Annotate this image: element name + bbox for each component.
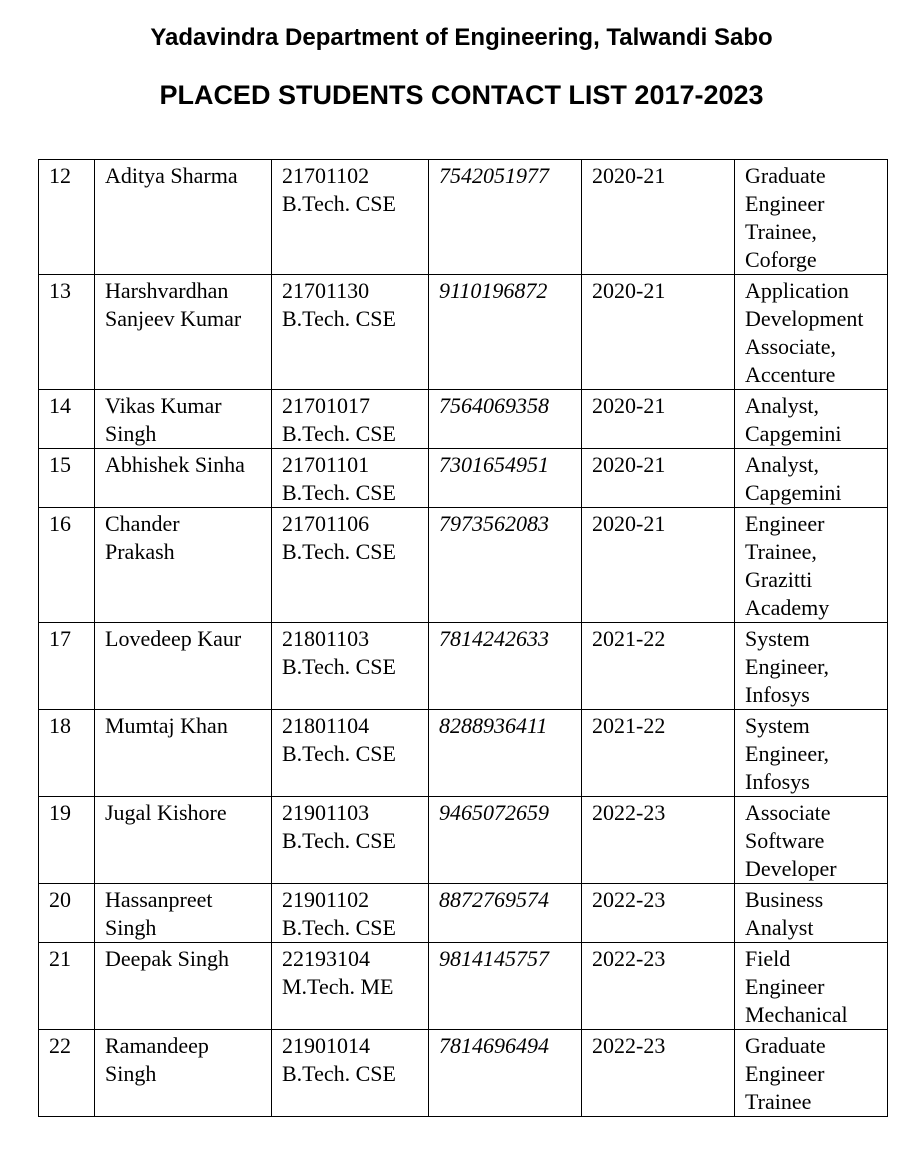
phone-number-cell — [429, 275, 582, 390]
student-name-cell — [95, 449, 272, 508]
placement-cell-text: Engineer — [745, 1061, 825, 1086]
placement-cell-text: Infosys — [745, 769, 810, 794]
serial-number-cell — [39, 160, 95, 275]
list-title: PLACED STUDENTS CONTACT LIST 2017-2023 — [159, 80, 764, 110]
placement-cell — [735, 797, 888, 884]
student-name-cell — [95, 710, 272, 797]
phone-number-cell — [429, 508, 582, 623]
phone-number-cell — [429, 884, 582, 943]
serial-number-cell-text: 14 — [49, 393, 71, 418]
roll-number-cell-text: 21901103 — [282, 800, 370, 825]
placement-cell-text: Development — [745, 306, 864, 331]
phone-number-cell — [429, 390, 582, 449]
placement-cell — [735, 160, 888, 275]
roll-number-cell — [272, 449, 429, 508]
table-body — [39, 160, 888, 1117]
phone-number-cell-text: 7814242633 — [439, 626, 549, 651]
student-name-cell-text: Aditya Sharma — [105, 163, 238, 188]
table-row — [39, 449, 888, 508]
session-cell — [582, 710, 735, 797]
roll-number-cell — [272, 710, 429, 797]
roll-number-cell-text: 21801103 — [282, 626, 370, 651]
placement-cell-text: Business — [745, 887, 824, 912]
phone-number-cell-text: 7301654951 — [439, 452, 549, 477]
student-name-cell-text: Sanjeev Kumar — [105, 306, 242, 331]
session-cell — [582, 508, 735, 623]
placement-cell-text: Analyst, — [745, 393, 819, 418]
serial-number-cell — [39, 710, 95, 797]
session-cell-text: 2020-21 — [592, 393, 666, 418]
student-name-cell-text: Mumtaj Khan — [105, 713, 228, 738]
roll-number-cell-text: M.Tech. ME — [282, 974, 394, 999]
placement-cell-text: System — [745, 626, 810, 651]
phone-number-cell-text: 7973562083 — [439, 511, 549, 536]
placement-cell-text: Trainee, — [745, 219, 817, 244]
roll-number-cell — [272, 797, 429, 884]
placement-cell-text: Trainee — [745, 1089, 812, 1114]
session-cell — [582, 275, 735, 390]
student-name-cell-text: Harshvardhan — [105, 278, 229, 303]
serial-number-cell-text: 13 — [49, 278, 71, 303]
roll-number-cell-text: 21701130 — [282, 278, 370, 303]
roll-number-cell-text: B.Tech. CSE — [282, 421, 396, 446]
session-cell-text: 2020-21 — [592, 452, 666, 477]
phone-number-cell-text: 7542051977 — [439, 163, 549, 188]
student-name-cell-text: Singh — [105, 421, 157, 446]
phone-number-cell-text: 8288936411 — [439, 713, 548, 738]
serial-number-cell-text: 12 — [49, 163, 71, 188]
phone-number-cell — [429, 623, 582, 710]
table-row — [39, 710, 888, 797]
student-name-cell — [95, 884, 272, 943]
table-row — [39, 1030, 888, 1117]
placement-cell-text: Coforge — [745, 247, 817, 272]
placed-students-table — [38, 159, 888, 1117]
placement-cell-text: Application — [745, 278, 849, 303]
phone-number-cell — [429, 1030, 582, 1117]
phone-number-cell — [429, 160, 582, 275]
student-name-cell-text: Chander — [105, 511, 180, 536]
placement-cell-text: Capgemini — [745, 421, 842, 446]
roll-number-cell-text: 21701017 — [282, 393, 370, 418]
placement-cell-text: Graduate — [745, 1033, 826, 1058]
roll-number-cell-text: B.Tech. CSE — [282, 741, 396, 766]
table-row — [39, 275, 888, 390]
session-cell — [582, 943, 735, 1030]
institution-title: Yadavindra Department of Engineering, Talwandi Sabo — [150, 24, 773, 51]
student-name-cell — [95, 943, 272, 1030]
table-row — [39, 797, 888, 884]
phone-number-cell — [429, 943, 582, 1030]
placement-cell-text: Associate, — [745, 334, 837, 359]
serial-number-cell-text: 17 — [49, 626, 71, 651]
placement-cell-text: Engineer, — [745, 741, 830, 766]
table-row — [39, 160, 888, 275]
roll-number-cell-text: 21701101 — [282, 452, 370, 477]
roll-number-cell — [272, 275, 429, 390]
session-cell — [582, 160, 735, 275]
serial-number-cell-text: 19 — [49, 800, 71, 825]
placement-cell-text: Associate — [745, 800, 831, 825]
phone-number-cell — [429, 710, 582, 797]
roll-number-cell-text: 22193104 — [282, 946, 370, 971]
roll-number-cell — [272, 390, 429, 449]
serial-number-cell — [39, 623, 95, 710]
student-name-cell-text: Deepak Singh — [105, 946, 230, 971]
placement-cell-text: Trainee, — [745, 539, 817, 564]
roll-number-cell-text: 21701106 — [282, 511, 370, 536]
student-name-cell — [95, 1030, 272, 1117]
roll-number-cell-text: B.Tech. CSE — [282, 306, 396, 331]
student-name-cell-text: Lovedeep Kaur — [105, 626, 242, 651]
phone-number-cell-text: 8872769574 — [439, 887, 549, 912]
placement-cell-text: Analyst, — [745, 452, 819, 477]
placement-cell — [735, 943, 888, 1030]
table-row — [39, 390, 888, 449]
roll-number-cell-text: B.Tech. CSE — [282, 191, 396, 216]
session-cell-text: 2022-23 — [592, 800, 666, 825]
roll-number-cell-text: 21701102 — [282, 163, 370, 188]
roll-number-cell-text: 21901014 — [282, 1033, 370, 1058]
student-name-cell-text: Singh — [105, 915, 157, 940]
serial-number-cell — [39, 275, 95, 390]
placement-cell-text: Developer — [745, 856, 837, 881]
session-cell-text: 2022-23 — [592, 946, 666, 971]
roll-number-cell-text: B.Tech. CSE — [282, 480, 396, 505]
placement-cell-text: Grazitti — [745, 567, 813, 592]
session-cell-text: 2021-22 — [592, 713, 666, 738]
placement-cell-text: Infosys — [745, 682, 810, 707]
serial-number-cell — [39, 943, 95, 1030]
student-name-cell-text: Abhishek Sinha — [105, 452, 245, 477]
placement-cell-text: Software — [745, 828, 825, 853]
placement-cell-text: Capgemini — [745, 480, 842, 505]
session-cell — [582, 884, 735, 943]
table-row — [39, 508, 888, 623]
serial-number-cell-text: 22 — [49, 1033, 71, 1058]
roll-number-cell-text: B.Tech. CSE — [282, 539, 396, 564]
student-name-cell-text: Prakash — [105, 539, 175, 564]
table-row — [39, 884, 888, 943]
serial-number-cell — [39, 449, 95, 508]
session-cell — [582, 449, 735, 508]
roll-number-cell — [272, 943, 429, 1030]
student-name-cell — [95, 390, 272, 449]
table-row — [39, 623, 888, 710]
roll-number-cell — [272, 508, 429, 623]
student-name-cell — [95, 160, 272, 275]
placement-cell-text: Accenture — [745, 362, 836, 387]
placement-cell — [735, 710, 888, 797]
session-cell — [582, 623, 735, 710]
roll-number-cell-text: B.Tech. CSE — [282, 654, 396, 679]
placement-cell-text: Analyst — [745, 915, 814, 940]
student-name-cell-text: Hassanpreet — [105, 887, 213, 912]
session-cell-text: 2020-21 — [592, 163, 666, 188]
serial-number-cell — [39, 884, 95, 943]
roll-number-cell — [272, 1030, 429, 1117]
session-cell — [582, 1030, 735, 1117]
phone-number-cell — [429, 797, 582, 884]
phone-number-cell-text: 9110196872 — [439, 278, 548, 303]
serial-number-cell — [39, 797, 95, 884]
placement-cell — [735, 449, 888, 508]
phone-number-cell-text: 9814145757 — [439, 946, 549, 971]
phone-number-cell-text: 7564069358 — [439, 393, 549, 418]
placement-cell-text: Engineer — [745, 511, 825, 536]
placement-cell — [735, 623, 888, 710]
phone-number-cell-text: 9465072659 — [439, 800, 549, 825]
student-name-cell-text: Ramandeep — [105, 1033, 209, 1058]
placement-cell — [735, 508, 888, 623]
placement-cell-text: Academy — [745, 595, 830, 620]
roll-number-cell-text: 21801104 — [282, 713, 370, 738]
serial-number-cell — [39, 508, 95, 623]
serial-number-cell — [39, 1030, 95, 1117]
session-cell — [582, 390, 735, 449]
phone-number-cell-text: 7814696494 — [439, 1033, 549, 1058]
roll-number-cell-text: 21901102 — [282, 887, 370, 912]
serial-number-cell-text: 15 — [49, 452, 71, 477]
session-cell — [582, 797, 735, 884]
placement-cell-text: Engineer — [745, 974, 825, 999]
session-cell-text: 2020-21 — [592, 278, 666, 303]
roll-number-cell — [272, 160, 429, 275]
roll-number-cell-text: B.Tech. CSE — [282, 915, 396, 940]
placement-cell-text: Engineer, — [745, 654, 830, 679]
placement-cell-text: Field — [745, 946, 791, 971]
roll-number-cell — [272, 623, 429, 710]
serial-number-cell-text: 16 — [49, 511, 71, 536]
serial-number-cell-text: 20 — [49, 887, 71, 912]
placement-cell-text: Engineer — [745, 191, 825, 216]
student-name-cell — [95, 797, 272, 884]
placement-cell — [735, 884, 888, 943]
student-name-cell — [95, 623, 272, 710]
session-cell-text: 2021-22 — [592, 626, 666, 651]
serial-number-cell-text: 21 — [49, 946, 71, 971]
student-name-cell — [95, 275, 272, 390]
roll-number-cell-text: B.Tech. CSE — [282, 828, 396, 853]
placement-cell — [735, 390, 888, 449]
student-name-cell — [95, 508, 272, 623]
placement-cell-text: Graduate — [745, 163, 826, 188]
student-name-cell-text: Jugal Kishore — [105, 800, 227, 825]
session-cell-text: 2020-21 — [592, 511, 666, 536]
placement-cell — [735, 275, 888, 390]
table-row — [39, 943, 888, 1030]
session-cell-text: 2022-23 — [592, 1033, 666, 1058]
student-name-cell-text: Vikas Kumar — [105, 393, 222, 418]
student-name-cell-text: Singh — [105, 1061, 157, 1086]
placement-cell-text: System — [745, 713, 810, 738]
serial-number-cell — [39, 390, 95, 449]
roll-number-cell-text: B.Tech. CSE — [282, 1061, 396, 1086]
serial-number-cell-text: 18 — [49, 713, 71, 738]
placement-cell — [735, 1030, 888, 1117]
roll-number-cell — [272, 884, 429, 943]
placement-cell-text: Mechanical — [745, 1002, 848, 1027]
session-cell-text: 2022-23 — [592, 887, 666, 912]
phone-number-cell — [429, 449, 582, 508]
